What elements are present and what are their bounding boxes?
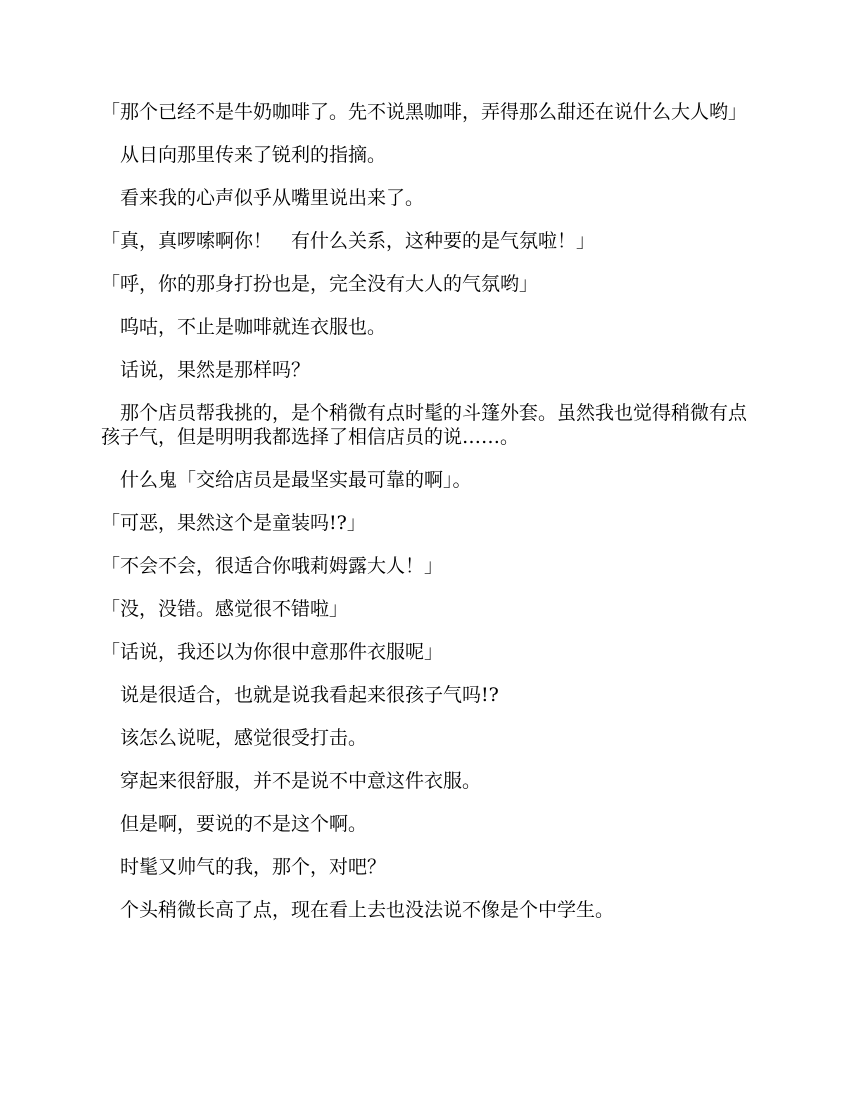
paragraph: 那个店员帮我挑的，是个稍微有点时髦的斗篷外套。虽然我也觉得稍微有点孩子气，但是明明我都选择了相信店员的说……。	[101, 402, 748, 448]
paragraph: 话说，果然是那样吗？	[101, 359, 311, 381]
document-page	[101, 100, 751, 941]
paragraph: 但是啊，要说的不是这个啊。	[101, 813, 368, 835]
paragraph: 「没，没错。感觉很不错啦」	[101, 598, 349, 620]
paragraph: 从日向那里传来了锐利的指摘。	[101, 144, 387, 166]
paragraph: 说是很适合，也就是说我看起来很孩子气吗!?	[101, 684, 499, 706]
paragraph: 个头稍微长高了点，现在看上去也没法说不像是个中学生。	[101, 899, 615, 921]
paragraph: 「话说，我还以为你很中意那件衣服呢」	[101, 641, 444, 663]
paragraph: 「那个已经不是牛奶咖啡了。先不说黑咖啡，弄得那么甜还在说什么大人哟」	[101, 101, 748, 123]
paragraph: 看来我的心声似乎从嘴里说出来了。	[101, 187, 425, 209]
paragraph: 穿起来很舒服，并不是说不中意这件衣服。	[101, 770, 482, 792]
paragraph: 「不会不会，很适合你哦莉姆露大人！」	[101, 555, 444, 577]
paragraph: 「真，真啰嗦啊你！ 有什么关系，这种要的是气氛啦！」	[101, 230, 596, 252]
paragraph: 「可恶，果然这个是童装吗!?」	[101, 512, 366, 534]
paragraph: 呜咕，不止是咖啡就连衣服也。	[101, 316, 387, 338]
paragraph: 时髦又帅气的我，那个，对吧？	[101, 856, 387, 878]
paragraph: 「呼，你的那身打扮也是，完全没有大人的气氛哟」	[101, 273, 539, 295]
paragraph: 什么鬼「交给店员是最坚实最可靠的啊」。	[101, 469, 472, 491]
paragraph: 该怎么说呢，感觉很受打击。	[101, 727, 368, 749]
